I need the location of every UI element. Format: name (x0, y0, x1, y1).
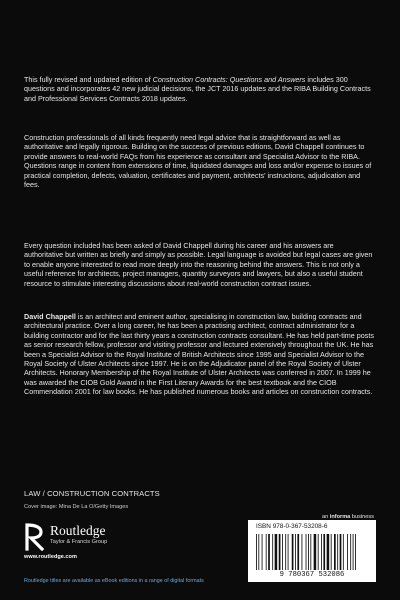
subject-category: LAW / CONSTRUCTION CONTRACTS (24, 489, 160, 498)
informa-brand: informa (329, 514, 351, 520)
barcode-bar (268, 534, 270, 570)
barcode-bar (310, 534, 311, 570)
barcode-bar (285, 534, 286, 570)
barcode-bar (318, 534, 319, 570)
barcode-bars (254, 534, 368, 572)
barcode-bar (292, 534, 294, 570)
barcode-bar (295, 534, 296, 570)
publisher-name: Routledge (50, 523, 106, 538)
informa-suffix: business (350, 514, 374, 520)
barcode-bar (266, 534, 267, 570)
barcode-bar (272, 534, 273, 570)
isbn-label: ISBN 978-0-367-53208-6 (256, 523, 328, 530)
barcode-bar (308, 534, 309, 570)
barcode-bar (331, 534, 332, 570)
barcode-bar (347, 534, 348, 570)
barcode-bar (321, 534, 322, 570)
blurb-paragraph-3: Every question included has been asked of David Chappell during his career and his answers are authoritative but written as briefly and simply as possible. Legal language is avoided but legal cases are given to enable anyone interested to read more deeply into the reasoning behind the answers. This is not only a useful reference for architects, project managers, quantity surveyors and lawyers, but also a useful student resource to stimulate interesting discussions about real-world construction contract issues. (24, 241, 373, 288)
barcode-bar (282, 534, 283, 570)
cover-image-credit: Cover image: Mina De La O/Getty Images (24, 504, 129, 510)
barcode-bar (279, 534, 281, 570)
blurb-paragraph-2: Construction professionals of all kinds frequently need legal advice that is straightforward as well as authoritative and legally rigorous. Building on the success of previous editions, David Chappell continues to provide answers to real-world FAQs from his experience as consultant and Specialist Advisor to the RIBA. Questions range in content from extensions of time, liquidated damages and loss and/or expense to issues of practical completion, defects, valuation, certificates and payment, architects' instructions, adjudication and fees. (24, 133, 372, 190)
barcode-bar (337, 534, 338, 570)
barcode-bar (340, 534, 342, 570)
publisher-website[interactable]: www.routledge.com (24, 554, 77, 560)
author-name: David Chappell (24, 312, 76, 321)
isbn-barcode (248, 520, 376, 582)
blurb-paragraph-1 (24, 75, 374, 103)
barcode-bar (297, 534, 299, 570)
blurb-text: includes 300 questions and incorporates 42 new judicial decisions, the JCT 2016 updates and the RIBA Building Contracts and Professional Services Contracts 2018 updates. (24, 75, 371, 103)
barcode-bar (258, 534, 259, 570)
barcode-bar (327, 534, 330, 570)
ebook-note: Routledge titles are available as eBook editions in a range of digital formats (24, 578, 204, 584)
publisher-group: Taylor & Francis Group (50, 539, 108, 545)
routledge-logo-icon (24, 523, 46, 551)
barcode-bar (350, 534, 351, 570)
barcode-bar (275, 534, 278, 570)
blurb-text: This fully revised and updated edition of (24, 75, 153, 84)
barcode-bar (306, 534, 307, 570)
barcode-bar (353, 534, 354, 570)
author-bio (24, 312, 374, 397)
barcode-bar (262, 534, 263, 570)
barcode-bar (343, 534, 344, 570)
informa-prefix: an (322, 514, 330, 520)
book-title-italic: Construction Contracts: Questions and Answers (152, 75, 306, 84)
barcode-bar (288, 534, 289, 570)
barcode-bar (334, 534, 336, 570)
barcode-digits: 9 780367 532086 (279, 571, 345, 579)
barcode-bar (355, 534, 356, 570)
barcode-bar (256, 534, 257, 570)
author-bio-text: is an architect and eminent author, specialising in construction law, building contracts and architectural practice. Over a long career, he has been a practising architect, contract administrator for a building contractor and for the last thirty years a construction contracts consultant. He has held part-time posts as senior research fellow, professor and visiting professor and lectured extensively throughout the UK. He has been a Specialist Advisor to the Royal Institute of British Architects since 1995 and Specialist Advisor to the Royal Society of Ulster Architects since 1997. He is on the Adjudicator panel of the Royal Society of Ulster Architects. Honorary Membership of the Royal Institute of Ulster Architects was conferred in 2007. In 1999 he was awarded the CIOB Gold Award in the First Literary Awards for the best textbook and the CIOB Commendation 2001 for law books. He has published numerous books and articles on construction contracts. (24, 312, 374, 397)
barcode-bar (302, 534, 303, 570)
barcode-bar (314, 534, 317, 570)
barcode-bar (323, 534, 325, 570)
